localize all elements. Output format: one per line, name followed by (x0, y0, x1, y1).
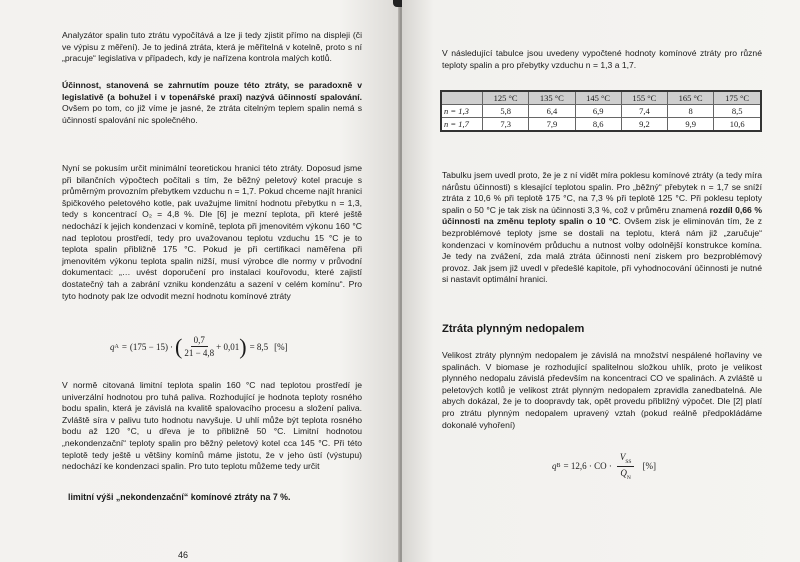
formula-fraction (184, 335, 214, 358)
table-header-cell: 125 °C (483, 91, 529, 105)
right-paragraph-2-bold: rozdíl 0,66 % účinnosti na změnu teploty spalin o 10 °C (442, 204, 762, 227)
left-paragraph-3: Nyní se pokusím určit minimální teoretickou hranici této ztráty. Doposud jsme při bilančních výpočtech počítali s tím, že běžný peletový kotel pracuje s průměrným provozním přebytkem vzduchu n = 1,7. Pokud chceme najít hranici špičkového peletového kotle, pak uvažujme limitní hodnotu přebytku n = 1,3, tedy s koncentrací O₂ = 4,8 %. Dle [6] je mezní teplota, při které ještě nedochází k jejich kondenzaci v komíně, teplota při jmenovitém výkonu 160 °C nad teplotou prostředí, tedy pro uvažovanou teplotu vzduchu 15 °C je to teplota spalin přibližně 175 °C. Pokud je při certifikaci naměřena při jmenovitém výkonu teplota spalin nižší, musí výrobce dle normy v průvodní dokumentaci: „… uvést doporučení pro instalaci kouřovodu, které zajistí dostatečný tah a zabrání vzniku kondenzátu a sazení v celém komínu“. Pro tyto hodnoty pak lze odvodit mezní hodnotu komínové ztráty (62, 163, 362, 301)
formula-num-sub: SS (625, 458, 632, 465)
right-formula (552, 452, 656, 481)
page-number: 46 (178, 550, 189, 560)
table-row (441, 118, 761, 132)
left-paragraph-4: V normě citovaná limitní teplota spalin 160 °C nad teplotou prostředí je univerzální hodnotou pro tuhá paliva. Rozhodující je hodnota teploty rosného bodu spalin, která je závislá na kvalitě spalovacího procesu a složení paliva. Zvláště síra v palivu tuto hodnotu navyšuje. U uhlí může být teplota rosného bodu až 120 °C, u dřeva je to přibližně 50 °C. Limitní hodnotou „nekondenzační“ teploty spalin pro běžný peletový kotel cca 145 °C. Při této teplotě tedy ještě u většiny komínů máme jistotu, že v jeho ústí (výstupu) nedochází ke kondenzaci spalin. Pro tuto teplotu můžeme tedy určit (62, 380, 362, 472)
right-paragraph-3: Velikost ztráty plynným nedopalem je závislá na množství nespálené hořlaviny ve spalinách. V biomase je rozhodující spalitelnou složkou uhlík, proto je velikost plynného nedopalu závislá především na koncentraci CO ve spalinách. A zvláště u peletových kotlů je velikost ztrát plynným nedopalem zpravidla zanedbatelná. Ale abych dokázal, že je to doopravdy tak, opět provedu přibližný výpočet. Dle [2] platí pro ztrátu plynným nedopalem upravený vztah (pokud reálně předpokládáme dokonalé vyhoření) (442, 350, 762, 430)
right-paragraph-2 (442, 170, 762, 286)
table-cell: 10,6 (714, 118, 761, 132)
table-cell: 9,9 (668, 118, 714, 132)
left-paragraph-2-bold: Účinnost, stanovená se zahrnutím pouze této ztráty, se paradoxně v legislativě (a bohužel i v topenářské praxi) nazývá účinností spalování. (62, 80, 362, 102)
formula-eq: = (121, 341, 127, 352)
table-cell: 8,5 (714, 105, 761, 118)
right-paragraph-2-a: Tabulku jsem uvedl proto, že je z ní vidět míra poklesu komínové ztráty (a tedy míra nárůstu účinnosti) s klesající teplotou spalin. Pro „běžný“ přebytek n = 1,7 se sníží ztráta z 10,6 % při teplotě 175 °C, na 7,3 % při teplotě 125 °C. Při poklesu teploty spalin o 50 °C je tak zisk na účinnosti 3,3 %, což v průměru znamená (442, 170, 762, 215)
formula-dot: · (170, 341, 173, 352)
formula-den-sub: N (626, 474, 631, 481)
table-row (441, 105, 761, 118)
formula-lhs-sub: B (556, 463, 561, 470)
table-header-cell: 145 °C (575, 91, 621, 105)
table-header-cell: 135 °C (529, 91, 575, 105)
table-header-cell (441, 91, 483, 105)
formula-numerator: 0,7 (191, 335, 208, 347)
formula-lhs-sub: A (114, 343, 119, 350)
table-header-row (441, 91, 761, 105)
formula-eq: = 12,6 · CO · (563, 461, 612, 472)
table-cell: 8 (668, 105, 714, 118)
table-header-cell: 175 °C (714, 91, 761, 105)
table-header-cell: 165 °C (668, 91, 714, 105)
formula-denominator (620, 467, 630, 481)
formula-lhs: q (110, 341, 115, 352)
formula-lhs: q (552, 461, 557, 472)
left-paragraph-2-rest: Ovšem po tom, co již víme je jasné, že ztráta citelným teplem spalin nemá s účinností spalování nic společného. (62, 103, 362, 125)
table-cell: 6,9 (575, 105, 621, 118)
formula-numerator (617, 452, 635, 467)
table-cell: 7,3 (483, 118, 529, 132)
formula-unit: [%] (274, 341, 288, 352)
formula-close-paren: ) (239, 333, 247, 359)
formula-plus: + 0,01 (216, 341, 240, 352)
formula-num-var: V (619, 452, 626, 462)
table-cell: 6,4 (529, 105, 575, 118)
formula-unit: [%] (642, 461, 656, 472)
formula-fraction (617, 452, 635, 481)
right-intro: V následující tabulce jsou uvedeny vypočtené hodnoty komínové ztráty pro různé teploty spalin a pro přebytky vzduchu n = 1,3 a 1,7. (442, 48, 762, 70)
right-page (402, 0, 800, 562)
table-cell: 5,8 (483, 105, 529, 118)
table-header-cell: 155 °C (621, 91, 667, 105)
left-paragraph-1: Analyzátor spalin tuto ztrátu vypočítává a lze ji tedy zjistit přímo na displeji (či ve výpisu z měření). Je to jediná ztráta, která je měřitelná v kotelně, proto s ní „pracuje“ legislativa v případech, kdy je nařízena kontrola malých kotlů. (62, 30, 362, 64)
table-cell: 7,9 (529, 118, 575, 132)
section-heading: Ztráta plynným nedopalem (442, 323, 585, 335)
table-cell: 8,6 (575, 118, 621, 132)
formula-open-paren: ( (175, 333, 183, 359)
left-conclusion: limitní výši „nekondenzační“ komínové ztráty na 7 %. (68, 492, 291, 502)
table-cell: 9,2 (621, 118, 667, 132)
right-paragraph-2-b: . Ovšem zisk je eliminován tím, že z bezproblémové teploty jsme se dostali na teplotu, která nám již „zaručuje“ kondenzaci v komínovém průduchu a nutnost volby odolnější konstrukce komína. Je tedy na zvážení, zda malá ztráta účinnosti není ziskem pro bezproblémový provoz. Jak jsem již uvedl v předešlé kapitole, při vyhodnocování účinnosti je nutné si nastavit optimální hranici. (442, 216, 762, 285)
formula-den-var: Q (620, 467, 627, 478)
chimney-loss-table (440, 90, 762, 132)
formula-paren-expr: (175 − 15) (129, 341, 168, 352)
formula-denominator: 21 − 4,8 (184, 348, 215, 358)
left-formula (110, 335, 288, 358)
table-row-label: n = 1,7 (441, 118, 483, 132)
formula-result: = 8,5 (249, 341, 269, 352)
table-cell: 7,4 (621, 105, 667, 118)
left-paragraph-2 (62, 80, 362, 126)
table-row-label: n = 1,3 (441, 105, 483, 118)
